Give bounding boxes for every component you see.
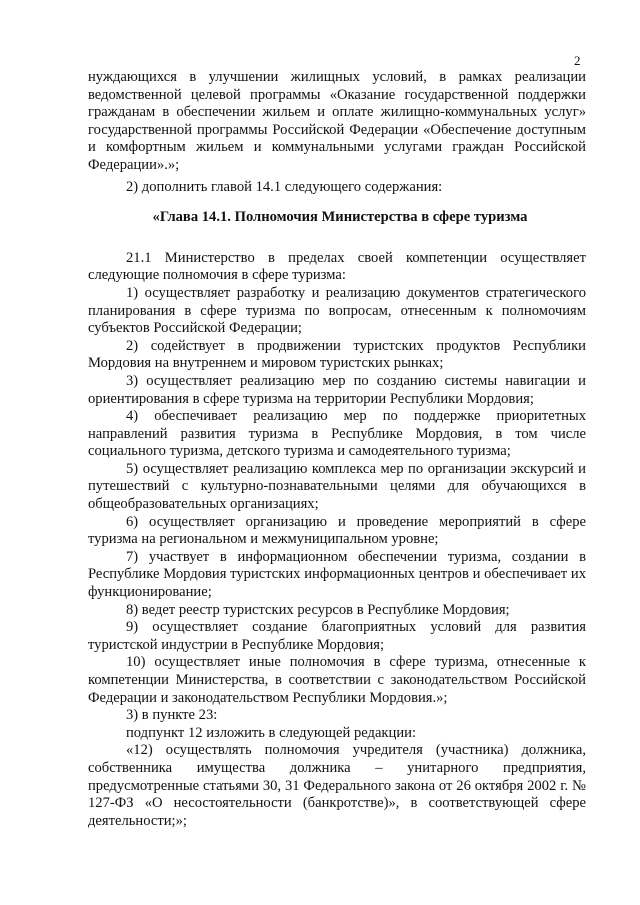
clause-21-1: 21.1 Министерство в пределах своей компетенции осуществляет следующие полномочия в сфере туризма: bbox=[88, 249, 586, 284]
page-number: 2 bbox=[574, 53, 581, 68]
clause-item-7: 7) участвует в информационном обеспечении туризма, создании в Республике Мордовия туристских информационных центров и обеспечивает их функционирование; bbox=[88, 548, 586, 601]
clause-item-8: 8) ведет реестр туристских ресурсов в Республике Мордовия; bbox=[126, 601, 510, 618]
clause-item-1: 1) осуществляет разработку и реализацию документов стратегического планирования в сфере туризма по вопросам, отнесенным к полномочиям субъектов Российской Федерации; bbox=[88, 284, 586, 337]
subitem-instruction: подпункт 12 изложить в следующей редакции: bbox=[126, 724, 417, 741]
clause-item-10: 10) осуществляет иные полномочия в сфере туризма, отнесенные к компетенции Министерства, в соответствии с законодательством Российской Федерации и законодательством Республики Мордовия.»; bbox=[88, 654, 586, 706]
clause-item-3: 3) осуществляет реализацию мер по созданию системы навигации и ориентирования в сфере туризма на территории Республики Мордовия; bbox=[88, 372, 586, 407]
clause-item-4: 4) обеспечивает реализацию мер по поддержке приоритетных направлений развития туризма в Республике Мордовия, в том числе социального туризма, детского туризма и самодеятельного туризма; bbox=[88, 408, 586, 460]
clause-item-5: 5) осуществляет реализацию комплекса мер по организации экскурсий и путешествий с культурно-познавательными целями для обучающихся в общеобразовательных организациях; bbox=[88, 460, 586, 513]
clause-item-6: 6) осуществляет организацию и проведение мероприятий в сфере туризма на региональном и межмуниципальном уровне; bbox=[88, 513, 586, 548]
subitem-12: «12) осуществлять полномочия учредителя (участника) должника, собственника имущества должника – унитарного предприятия, предусмотренные статьями 30, 31 Федерального закона от 26 октября 2002 г. № 127-ФЗ «О несостоятельности (банкротстве)», в соответствующей сфере деятельности;»; bbox=[88, 742, 586, 829]
paragraph-continuation: нуждающихся в улучшении жилищных условий, в рамках реализации ведомственной целевой программы «Оказание государственной поддержки гражданам в обеспечении жильем и оплате жилищно-коммунальных услуг» государственной программы Российской Федерации «Обеспечение доступным и комфортным жильем и коммунальными услугами граждан Российской Федерации».»; bbox=[88, 69, 586, 173]
clause-item-9: 9) осуществляет создание благоприятных условий для развития туристской индустрии в Республике Мордовия; bbox=[88, 619, 586, 653]
paragraph-item-2: 2) дополнить главой 14.1 следующего содержания: bbox=[126, 178, 443, 195]
chapter-heading: «Глава 14.1. Полномочия Министерства в сфере туризма bbox=[152, 209, 528, 226]
paragraph-item-3: 3) в пункте 23: bbox=[126, 707, 218, 724]
document-body bbox=[88, 69, 586, 830]
clause-item-2: 2) содействует в продвижении туристских продуктов Республики Мордовия на внутреннем и мировом туристских рынках; bbox=[88, 337, 586, 372]
